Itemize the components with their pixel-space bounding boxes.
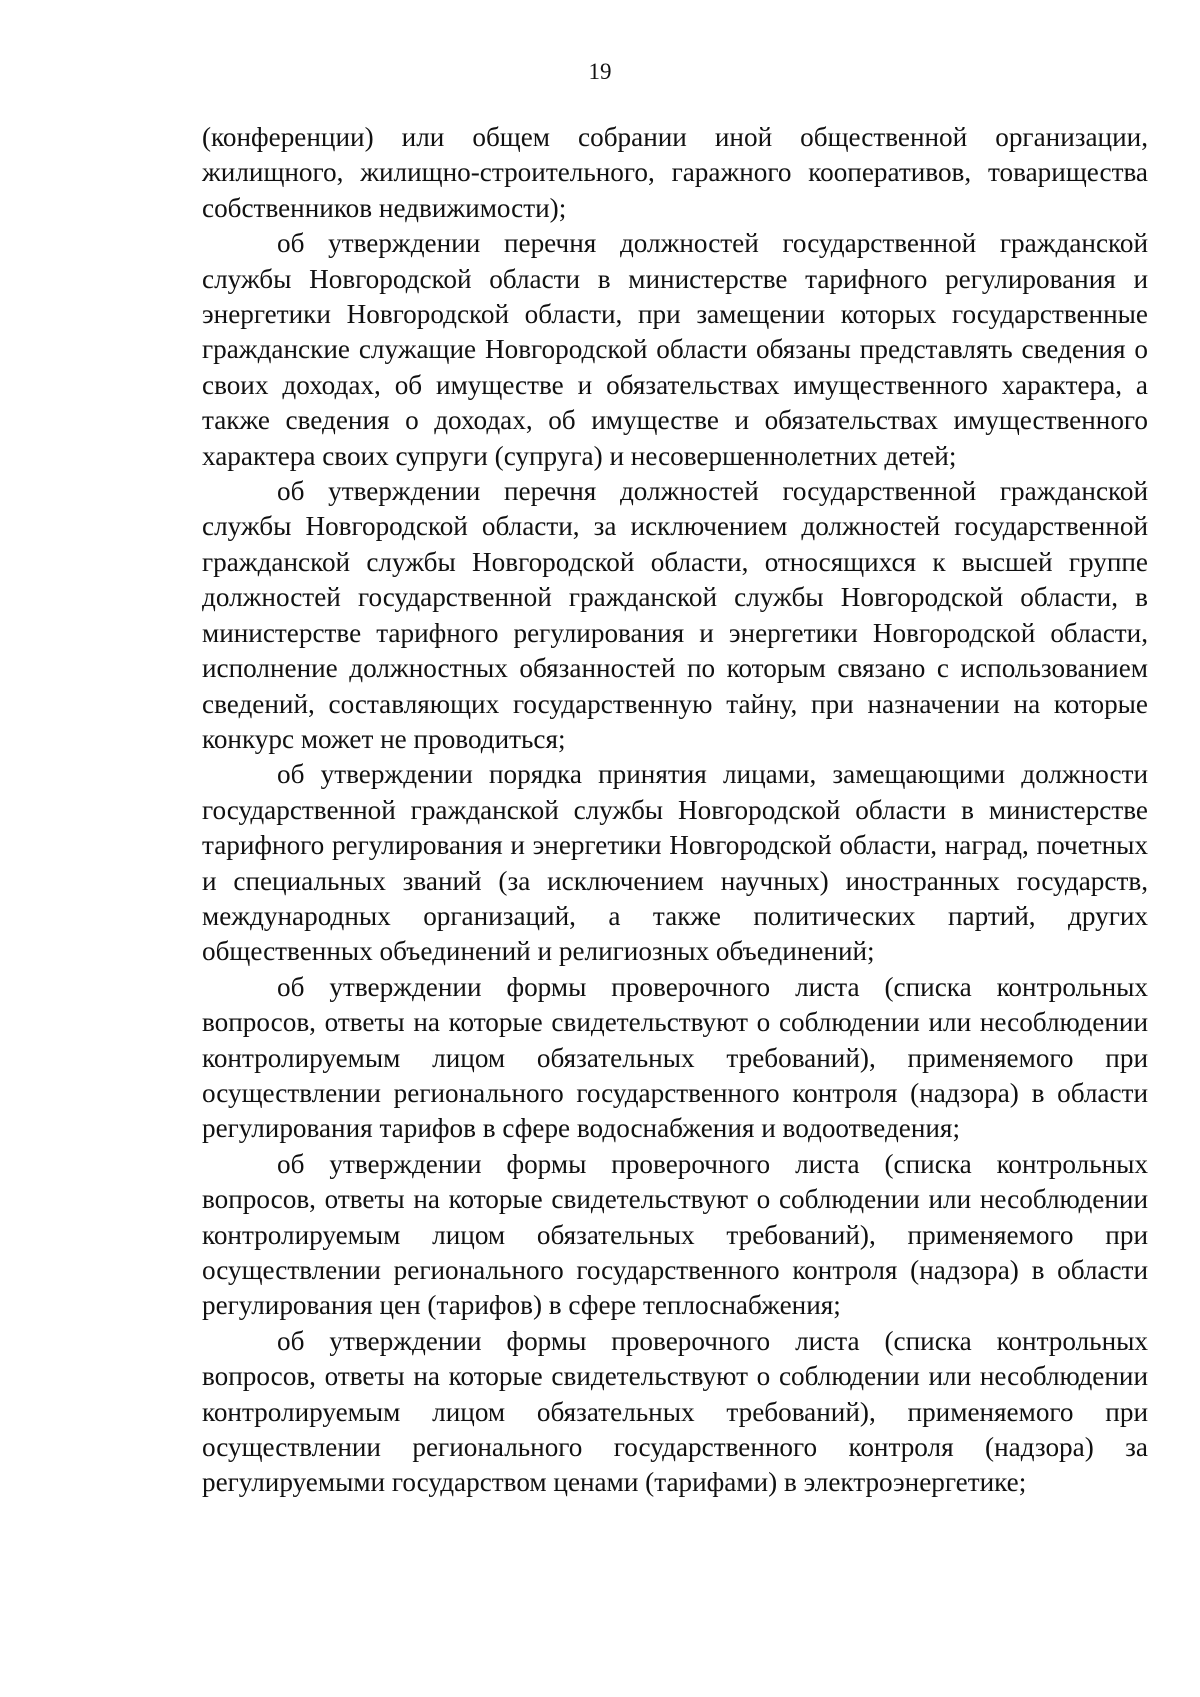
paragraph-positions-list-income-reporting: об утверждении перечня должностей государственной гражданской службы Новгородской области в министерстве тарифного регулирования и энергетики Новгородской области, при замещении которых государственные гражданские служащие Новгородской области обязаны представлять сведения о своих доходах, об имуществе и обязательствах имущественного характера, а также сведения о доходах, об имуществе и обязательствах имущественного характера своих супруги (супруга) и несовершеннолетних детей; (202, 228, 1148, 471)
page-number: 19 (588, 59, 612, 84)
paragraph-checklist-water-supply: об утверждении формы проверочного листа (списка контрольных вопросов, ответы на которые свидетельствуют о соблюдении или несоблюдении контролируемым лицом обязательных требований), применяемого при осуществлении регионального государственного контроля (надзора) в области регулирования тарифов в сфере водоснабжения и водоотведения; (202, 971, 1148, 1144)
paragraph-awards-acceptance-procedure: об утверждении порядка принятия лицами, замещающими должности государственной гражданской службы Новгородской области в министерстве тарифного регулирования и энергетики Новгородской области, наград, почетных и специальных званий (за исключением научных) иностранных государств, международных организаций, а также политических партий, других общественных объединений и религиозных объединений; (202, 759, 1148, 967)
paragraph-positions-list-state-secret: об утверждении перечня должностей государственной гражданской службы Новгородской области, за исключением должностей государственной гражданской службы Новгородской области, относящихся к высшей группе должностей государственной гражданской службы Новгородской области, в министерстве тарифного регулирования и энергетики Новгородской области, исполнение должностных обязанностей по которым связано с использованием сведений, составляющих государственную тайну, при назначении на которые конкурс может не проводиться; (202, 476, 1148, 754)
paragraph-checklist-electric-power: об утверждении формы проверочного листа (списка контрольных вопросов, ответы на которые свидетельствуют о соблюдении или несоблюдении контролируемым лицом обязательных требований), применяемого при осуществлении регионального государственного контроля (надзора) за регулируемыми государством ценами (тарифами) в электроэнергетике; (202, 1325, 1148, 1498)
paragraph-continuation: (конференции) или общем собрании иной общественной организации, жилищного, жилищно-строительного, гаражного кооперативов, товарищества собственников недвижимости); (202, 122, 1148, 223)
document-body (202, 120, 1148, 1501)
paragraph-checklist-heat-supply: об утверждении формы проверочного листа (списка контрольных вопросов, ответы на которые свидетельствуют о соблюдении или несоблюдении контролируемым лицом обязательных требований), применяемого при осуществлении регионального государственного контроля (надзора) в области регулирования цен (тарифов) в сфере теплоснабжения; (202, 1148, 1148, 1321)
